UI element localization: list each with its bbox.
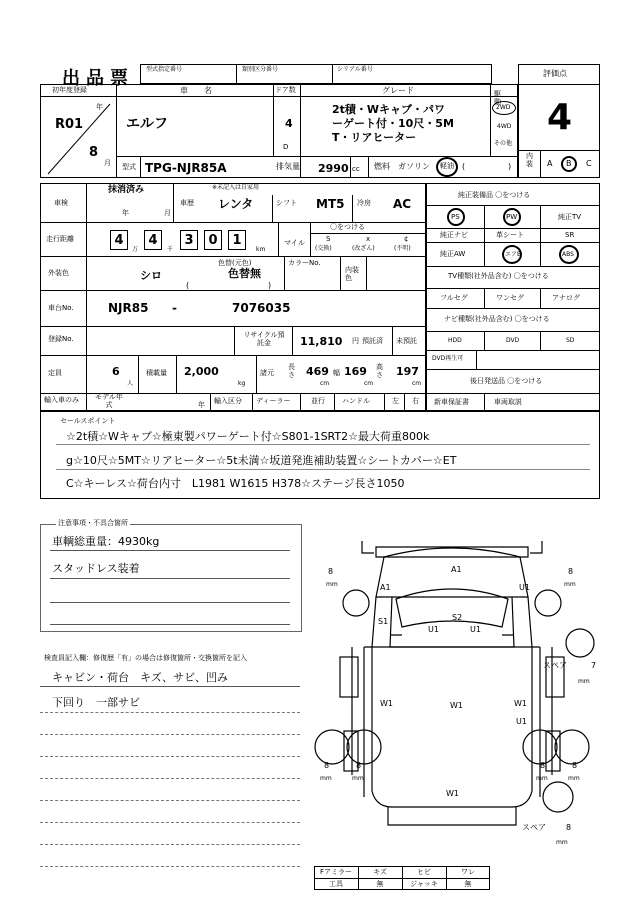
legend-header-1: Fアミラー [319, 868, 353, 876]
color-paren: ( [186, 281, 190, 290]
mileage-unit-sen: 千 [167, 246, 174, 253]
length-unit: cm [320, 380, 330, 387]
dvd-label: DVD再生可 [432, 355, 464, 362]
tire-fl-value: 8 [328, 567, 334, 576]
unregistered-note: ※未記入は自家用 [212, 184, 260, 191]
color-no-label: カラーNo. [288, 259, 321, 267]
category-label: 類別区分番号 [242, 66, 279, 73]
mileage-unit-km: km [256, 246, 266, 253]
ac-label: 冷房 [357, 199, 371, 207]
serial-label: シリアル番号 [337, 66, 373, 73]
history-value: レンタ [218, 197, 254, 211]
spare-top-unit: mm [578, 678, 590, 685]
load-value: 2,000 [184, 365, 219, 378]
diagram-u1-b: U1 [470, 625, 481, 634]
shaken-month: 月 [164, 209, 171, 217]
tire-fr-value: 8 [568, 567, 574, 576]
inspection-table [40, 183, 426, 411]
diagram-u1-a: U1 [428, 625, 439, 634]
equip-sr: SR [565, 231, 575, 239]
mileage-label: 走行距離 [46, 235, 74, 243]
capacity-label: 定員 [48, 369, 62, 377]
inspector-line-2: 下回り 一部サビ [52, 696, 140, 709]
legend-value-3: ジャッキ [410, 880, 438, 888]
tire-rl2-value: 8 [356, 761, 362, 770]
grade-label: グレード [382, 86, 414, 95]
after-manual: 車両取説 [494, 398, 522, 406]
diagram-w1-left: W1 [380, 699, 393, 708]
equip-ps: PS [451, 213, 460, 221]
spare-top-value: 7 [591, 661, 597, 670]
color-orig-value: 色替無 [228, 267, 261, 280]
mile-opt-3-sub: (不明) [394, 245, 411, 252]
dealer-label: ディーラー [256, 397, 291, 405]
diagram-w1-bottom: W1 [446, 789, 459, 798]
load-label: 積載量 [146, 369, 167, 377]
inspector-line-1: キャビン・荷台 キズ、サビ、凹み [52, 671, 228, 684]
load-unit: kg [238, 380, 246, 387]
recycle-status-1: 預託済 [362, 337, 383, 345]
tire-fr-unit: mm [564, 581, 576, 588]
interior-color-label: 内装色 [345, 266, 359, 283]
shaken-label: 車検 [54, 199, 68, 207]
dims-label: 諸元 [260, 369, 274, 377]
equip-pw: PW [506, 213, 518, 221]
interior-label: 内装 [526, 152, 533, 168]
tv-analog: アナログ [552, 294, 580, 302]
tire-rr1-unit: mm [536, 775, 548, 782]
right-label: 右 [412, 397, 419, 405]
tv-oneseg: ワンセグ [496, 294, 524, 302]
legend-value-4: 無 [464, 880, 472, 888]
navi-title: ナビ種類(社外品含む) 〇をつける [444, 315, 550, 323]
mile-opt-1: S [326, 235, 331, 243]
legend-value-2: 無 [376, 880, 384, 888]
car-name-label: 車名 [180, 86, 228, 95]
first-reg-label: 初年度登録 [52, 86, 87, 94]
navi-dvd: DVD [506, 337, 520, 344]
doors-value: 4 [285, 117, 293, 130]
equip-abs: ABS [562, 251, 574, 258]
length-label: 長さ [288, 363, 295, 379]
mile-opt-1-sub: (交換) [315, 245, 332, 252]
notes-label: 注意事項・不具合箇所 [58, 519, 128, 527]
diagram-s2: S2 [452, 613, 463, 622]
tire-fl-unit: mm [326, 581, 338, 588]
legend-header-2: キズ [373, 868, 387, 876]
sales-points-label: セールスポイント [60, 417, 116, 425]
color-orig-label: 色替(元色) [218, 259, 252, 267]
equipment-title: 純正装備品 〇をつける [458, 191, 531, 199]
diagram-s1: S1 [378, 617, 389, 626]
mileage-digit-5: 1 [228, 230, 246, 250]
reg-no-label: 登録No. [48, 335, 74, 343]
score-value: 4 [547, 97, 573, 138]
import-type-label: 輸入区分 [214, 397, 242, 405]
interior-c: C [586, 159, 592, 168]
color-label: 外装色 [48, 269, 69, 277]
height-value: 197 [396, 365, 419, 378]
notes-line-2: スタッドレス装着 [52, 562, 140, 575]
chassis-number: 7076035 [232, 301, 291, 315]
drive-other: その他 [494, 140, 513, 147]
tire-rr1-value: 8 [540, 761, 546, 770]
grade-line2: ーゲート付・10尺・5M [332, 117, 454, 130]
ac-value: AC [393, 197, 412, 211]
reg-month-label: 月 [104, 159, 111, 167]
mile-opt-3: ¢ [404, 235, 409, 243]
recycle-status-2: 未預託 [396, 337, 417, 345]
diagram-a1-left: A1 [380, 583, 391, 592]
tire-rr2-unit: mm [568, 775, 580, 782]
mileage-unit-man: 万 [132, 246, 139, 253]
capacity-unit: 人 [127, 380, 134, 387]
score-label: 評価点 [543, 69, 567, 78]
doors-suffix: D [283, 143, 289, 151]
width-label: 幅 [333, 369, 340, 377]
fuel-paren-close: ) [508, 162, 512, 171]
mileage-digit-4: 0 [204, 230, 222, 250]
tv-title: TV種類(社外品含む) 〇をつける [448, 272, 549, 280]
mileage-digit-1: 4 [110, 230, 128, 250]
height-label: 高さ [376, 363, 383, 379]
tv-fullseg: フルセグ [440, 294, 468, 302]
header-strip [140, 64, 492, 84]
mile-opt-2-sub: (改ざん) [352, 245, 375, 252]
navi-sd: SD [566, 337, 575, 344]
diagram-a1-top: A1 [451, 565, 462, 574]
mile-label: マイル [284, 239, 305, 247]
legend-value-1: 工具 [329, 880, 343, 888]
handle-label: ハンドル [342, 397, 370, 405]
mileage-digit-2: 4 [144, 230, 162, 250]
model-year-label: モデル年式 [95, 393, 123, 409]
recycle-label: リサイクル預託金 [243, 331, 285, 348]
import-label: 輸入車のみ [44, 396, 79, 404]
width-unit: cm [364, 380, 374, 387]
shift-label: シフト [276, 199, 297, 207]
legend-header-3: ヒビ [417, 868, 431, 876]
history-label: 車歴 [180, 199, 194, 207]
displacement-label-3: 排気量 [276, 162, 300, 171]
displacement-unit: cc [352, 165, 360, 173]
recycle-unit: 円 [352, 337, 359, 345]
tire-rr2-value: 8 [572, 761, 578, 770]
interior-b: B [566, 159, 572, 168]
color-value: シロ [140, 269, 162, 282]
model-value: TPG-NJR85A [145, 161, 227, 175]
model-cert-label: 型式指定番号 [146, 66, 183, 73]
sales-line-3: C☆キーレス☆荷台内寸 L1981 W1615 H378☆ステージ長さ1050 [66, 477, 405, 490]
chassis-label: 車台No. [48, 304, 74, 312]
navi-hdd: HDD [448, 337, 462, 344]
fuel-gasoline: ガソリン [398, 162, 430, 171]
fuel-diesel: 軽油 [440, 162, 454, 170]
tire-rl1-value: 8 [324, 761, 330, 770]
equip-leather: 革シート [496, 231, 524, 239]
equip-navi: 純正ナビ [440, 231, 468, 239]
tire-rl2-unit: mm [352, 775, 364, 782]
spare-bottom-unit: mm [556, 839, 568, 846]
reg-era: R01 [55, 117, 84, 132]
equip-tv: 純正TV [558, 213, 582, 221]
legend-header-4: ワレ [461, 868, 475, 876]
tire-rl1-unit: mm [320, 775, 332, 782]
drive-label: 駆動 [494, 90, 501, 107]
diagram-u1-right: U1 [519, 583, 530, 592]
spare-bottom-label: スペア [522, 823, 546, 832]
chassis-dash: - [172, 301, 177, 315]
spare-top-label: スペア [543, 661, 567, 670]
spare-bottom-value: 8 [566, 823, 572, 832]
capacity-value: 6 [112, 365, 120, 378]
width-value: 169 [344, 365, 367, 378]
drive-2wd: 2WD [496, 104, 511, 111]
model-label: 型式 [122, 163, 136, 171]
interior-a: A [547, 159, 553, 168]
grade-line3: T・リアヒーター [332, 131, 417, 144]
car-name: エルフ [126, 116, 168, 132]
fuel-label: 燃料 [374, 162, 390, 171]
reg-year-label: 年 [96, 103, 103, 111]
fuel-paren: ( [462, 162, 466, 171]
model-year-unit: 年 [198, 401, 205, 409]
reg-month: 8 [89, 145, 99, 160]
length-value: 469 [306, 365, 329, 378]
diagram-u1-side: U1 [516, 717, 527, 726]
shaken-year: 年 [122, 209, 129, 217]
sales-line-1: ☆2t積☆Wキャブ☆極東製パワーゲート付☆S801-1SRT2☆最大荷重800k [66, 430, 430, 443]
diagram-w1-mid: W1 [450, 701, 463, 710]
diagram-w1-right: W1 [514, 699, 527, 708]
displacement-value: 2990 [318, 162, 349, 175]
mileage-digit-3: 3 [180, 230, 198, 250]
mile-options-header: 〇をつける [330, 223, 365, 231]
recycle-amount: 11,810 [300, 335, 343, 348]
page-title: 出品票 [62, 68, 134, 89]
inspector-label: 検査員記入欄：修復歴「有」の場合は修復箇所・交換箇所を記入 [44, 654, 247, 662]
equip-airbag: エアB [505, 251, 522, 258]
color-paren-close: ) [268, 281, 272, 290]
chassis-model: NJR85 [108, 301, 149, 315]
shaken-value: 抹消済み [108, 185, 145, 195]
drive-4wd: 4WD [497, 123, 512, 130]
after-warranty: 新車保証書 [434, 398, 469, 406]
after-title: 後日発送品 〇をつける [470, 377, 543, 385]
grade-line1: 2t積・Wキャブ・パワ [332, 103, 446, 116]
equip-aw: 純正AW [440, 250, 466, 258]
notes-line-1: 車輌総重量：4930kg [52, 535, 160, 548]
shift-value: MT5 [316, 197, 345, 211]
sales-line-2: g☆10尺☆5MT☆リアヒーター☆5t未満☆坂道発進補助装置☆シートカバー☆ET [66, 454, 457, 467]
mile-opt-2: x [366, 235, 371, 243]
left-label: 左 [392, 397, 399, 405]
height-unit: cm [412, 380, 422, 387]
doors-label: ドア数 [275, 86, 296, 94]
parallel-label: 並行 [311, 397, 325, 405]
